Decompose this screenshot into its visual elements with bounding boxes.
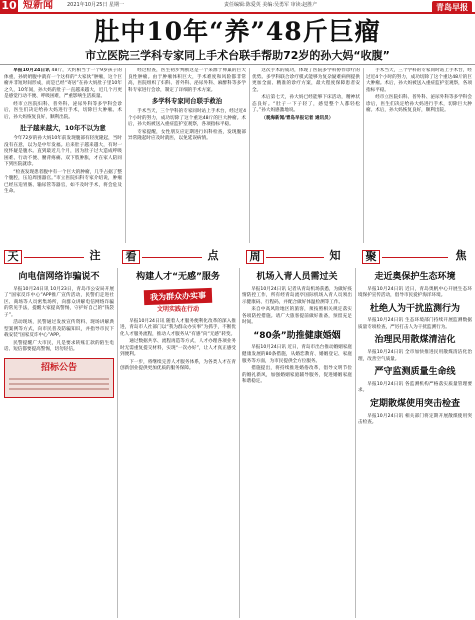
paragraph: 活动现场，民警通过发放宣传资料、现场讲解典型案例等方式，向市民普及防骗知识，并指导市民下载安装“国家反诈中心”APP。 xyxy=(4,320,114,339)
divider xyxy=(0,64,475,65)
paragraph: 这次手术的成功，体现了医院多学科协作诊疗的优势。多学科联合诊疗模式能够为复杂疑难病例提供更加全面、精准的诊疗方案，最大程度保障患者安全。 xyxy=(252,68,360,93)
paragraph: 经过检查，医生初步判断这是一个来源于卵巢的巨大良性肿瘤。由于肿瘤体积巨大，手术难度和风险都非常高，医院组织了妇科、普外科、泌尿外科、麻醉科等多学科专家进行会诊，制定了详细的手术方案。 xyxy=(128,68,246,93)
paragraph: 手术当天，三个学科的专家同时站上手术台，经过近4个小时的努力，成功切除了这个重达48斤的巨大肿瘤。术后，孙大妈被送入重症监护室观察，各项指标平稳。 xyxy=(128,109,246,128)
column-divider xyxy=(355,268,356,618)
lead-column-1 xyxy=(4,68,122,243)
paragraph: “检查发现患者腹中有一个巨大的肿瘤，几乎占据了整个腹腔，压迫周围器官。”市立医院妇科专家介绍说，肿瘤已经压迫胃肠、输尿管等器官，如不及时手术，将会危及生命。 xyxy=(4,169,122,195)
badge-label: 我为群众办实事 xyxy=(144,288,212,306)
recruit-ad xyxy=(4,358,114,398)
section-subtitle: 多学科专家同台联手救治 xyxy=(151,97,223,106)
banner-char: 注 xyxy=(89,249,101,262)
paragraph: 经市立医院妇科、普外科、泌尿外科等多学科会诊后，医生们决定给孙大妈进行手术，切除巨大肿瘤。术后，孙大妈恢复良好，顺利出院。 xyxy=(4,101,122,120)
banner-char: 聚 xyxy=(365,250,377,263)
banner-rule xyxy=(24,257,84,258)
paragraph: 术后第七天，孙大妈已经能够下床活动，精神状态良好。“肚子一下子轻了，感觉整个人都轻松了。”孙大妈感激地说。 xyxy=(252,95,360,114)
paragraph: 措施提出，将持续推进婚俗改革，倡导文明节俭的婚礼新风，加强婚姻家庭辅导服务，促进婚姻家庭和谐稳定。 xyxy=(242,366,352,385)
paragraph xyxy=(4,68,122,101)
column-divider xyxy=(249,68,250,243)
paragraph: 早报10月24日讯 各监测机构严格落实质量管理要求。 xyxy=(358,381,472,394)
main-headline: 肚中10年“养”48斤巨瘤 xyxy=(94,17,381,46)
lower-column-4 xyxy=(358,268,472,618)
banner-box xyxy=(246,250,264,264)
paragraph: 专家提醒，女性朋友应定期进行妇科检查，发现腹部异常隆起时应及时就医，以免延误病情。 xyxy=(128,129,246,142)
banner-rule xyxy=(142,257,202,258)
banner-rule xyxy=(266,257,324,258)
ad-text-placeholder xyxy=(9,378,109,380)
banner-char: 焦 xyxy=(455,249,467,262)
paragraph: 今年72岁的孙大妈10年前发现腹部有轻度隆起，当时没有在意，以为是中年发福。后来肚子越来越大，有时一度怀疑是腹水。直到最近几个月，因为肚子过大造成呼吸困难、行动不便、腰背疼痛、双下肢肿胀，才在家人陪同下到医院就诊。 xyxy=(4,136,122,168)
banner-box xyxy=(204,250,222,264)
paragraph: 早报10月24日讯 近日，青岛奥帆中心开展生态环境保护宣传活动，倡导市民爱护海洋环境。 xyxy=(358,286,472,299)
lower-column-3 xyxy=(242,268,352,618)
page-number: 10 xyxy=(1,0,17,12)
article-title: 治理民用散煤清洁化 xyxy=(374,335,456,346)
banner-box xyxy=(326,250,344,264)
article-title: 杜绝人为干扰监测行为 xyxy=(369,303,460,314)
dateline: 早报10月24日讯 xyxy=(13,68,50,73)
paragraph: 手术当天，三个学科的专家同时站上手术台，经过近4个小时的努力，成功切除了这个重达48斤的巨大肿瘤。术后，孙大妈被送入重症监护室观察，各项指标平稳。 xyxy=(366,68,472,93)
paragraph: 早报10月24日讯 生态环境部门持续开展监测数据质量专项检查，严厉打击人为干扰监测行为。 xyxy=(358,318,472,330)
paragraph: 早报10月24日讯 随着人才服务便利化改革的深入推进，青岛市人社部门以“我为群众办实事”为抓手，不断优化人才服务流程，推动人才服务从“有感”向“无感”转变。 xyxy=(120,318,236,337)
banner-char: 点 xyxy=(207,249,219,262)
banner-box xyxy=(4,250,22,264)
editor-credits: 责任编辑:陈爱英 美编:吴勇军 审读:赵胜产 xyxy=(224,2,318,9)
paragraph: 下一步，将继续完善人才服务体系，为各类人才在青创新创业提供更加优质的服务保障。 xyxy=(120,359,236,372)
section-title: 短新闻 xyxy=(23,0,53,11)
article-title: 定期散煤使用突击检查 xyxy=(369,398,460,409)
paragraph: 经市立医院妇科、普外科、泌尿外科等多学科会诊后，医生们决定给孙大妈进行手术，切除巨大肿瘤。术后，孙大妈恢复良好，顺利出院。 xyxy=(366,95,472,114)
paragraph: 早报10月24日讯 全市加快推进民用散煤清洁化治理，改善空气质量。 xyxy=(358,350,472,362)
banner-rule xyxy=(382,257,448,258)
banner-box xyxy=(86,250,104,264)
campaign-badge xyxy=(120,287,236,315)
section-subtitle: 肚子越来越大，10年不以为意 xyxy=(20,124,106,133)
paragraph: 来自中高风险地区的旅客，须按照相关规定落实各项防控措施。请广大旅客提前做好准备，预留充足时间。 xyxy=(242,307,352,326)
ad-text-placeholder xyxy=(9,388,109,390)
paragraph: 早报10月24日讯 近日，青岛市出台推动婚姻家庭健康发展的80条措施，从婚恋教育、婚姻登记、家庭服务等方面，为市民提供全方位服务。 xyxy=(242,345,352,364)
ad-title: 招标公告 xyxy=(40,362,77,373)
lower-column-2 xyxy=(120,268,236,618)
ad-text-placeholder xyxy=(9,383,109,385)
banner-box xyxy=(362,250,380,264)
section-banner xyxy=(0,245,475,267)
banner-box xyxy=(122,250,140,264)
column-divider xyxy=(117,268,118,618)
article-title: 机场入青人员需过关 xyxy=(256,272,338,282)
article-title: 走近奥保护生态环境 xyxy=(374,272,456,282)
lead-column-3 xyxy=(252,68,360,243)
newspaper-logo: 青岛早报 xyxy=(432,1,472,14)
banner-char: 周 xyxy=(249,250,261,263)
badge-sub: 文明实践在行动 xyxy=(156,306,199,314)
article-title: “80条”助推健康婚姻 xyxy=(253,330,341,341)
banner-char: 天 xyxy=(7,250,19,263)
paragraph: 早报10月24日讯 相关部门将定期开展散煤使用突击检查。 xyxy=(358,413,472,426)
lead-column-4 xyxy=(366,68,472,243)
page-header xyxy=(0,0,475,14)
lead-column-2 xyxy=(128,68,246,243)
banner-char: 看 xyxy=(125,250,137,263)
paragraph: 通过数据共享、流程再造等方式，人才办理各项业务时无需重复提交材料，实现“一次办好”，让人才真正感受到便利。 xyxy=(120,339,236,358)
banner-char: 知 xyxy=(329,249,341,262)
paragraph: 民警提醒广大市民，凡是要求转账汇款的陌生电话、短信都要提高警惕，切勿轻信。 xyxy=(4,340,114,353)
paragraph: 早报10月24日讯 记者从青岛机场获悉，为做好疫情防控工作，所有经青岛流亭国际机场入青人员须出示健康码、行程码，并配合做好体温检测等工作。 xyxy=(242,286,352,305)
paragraph-text: 48斤，大约相当于一个9岁孩子的体重，孙奶奶腹中就有一个这样的“大家伙”肿瘤，这个巨瘤并非短时间形成，而是已经“寄居”在孙大妈肚子里10年之久，10年间，孙大妈的肚子一直越来越大，近几个月更是感觉行动不便、呼吸困难，严重影响生活质量。 xyxy=(4,68,122,100)
byline: （观海新闻/青岛早报记者 通讯员） xyxy=(261,115,334,121)
column-divider xyxy=(363,68,364,243)
issue-date: 2021年10月25日 星期一 xyxy=(67,2,125,9)
lower-column-1 xyxy=(4,268,114,618)
article-title: 严守监测质量生命线 xyxy=(374,367,456,378)
banner-box xyxy=(452,250,470,264)
column-divider xyxy=(125,68,126,243)
sub-headline: 市立医院三学科专家同上手术台联手帮助72岁的孙大妈“收腹” xyxy=(85,49,390,62)
paragraph: 早报10月24日讯 10月23日，青岛市公安局开展了“国家反诈中心”APP推广宣传活动，民警们走进社区、商场等人员密集场所，向群众讲解电信网络诈骗的常见手法，提醒大家提高警惕，守护好自己的“钱袋子”。 xyxy=(4,286,114,318)
article-title: 构建人才“无感”服务 xyxy=(136,272,220,282)
column-divider xyxy=(239,268,240,618)
article-title: 向电信网络诈骗说不 xyxy=(18,272,100,282)
